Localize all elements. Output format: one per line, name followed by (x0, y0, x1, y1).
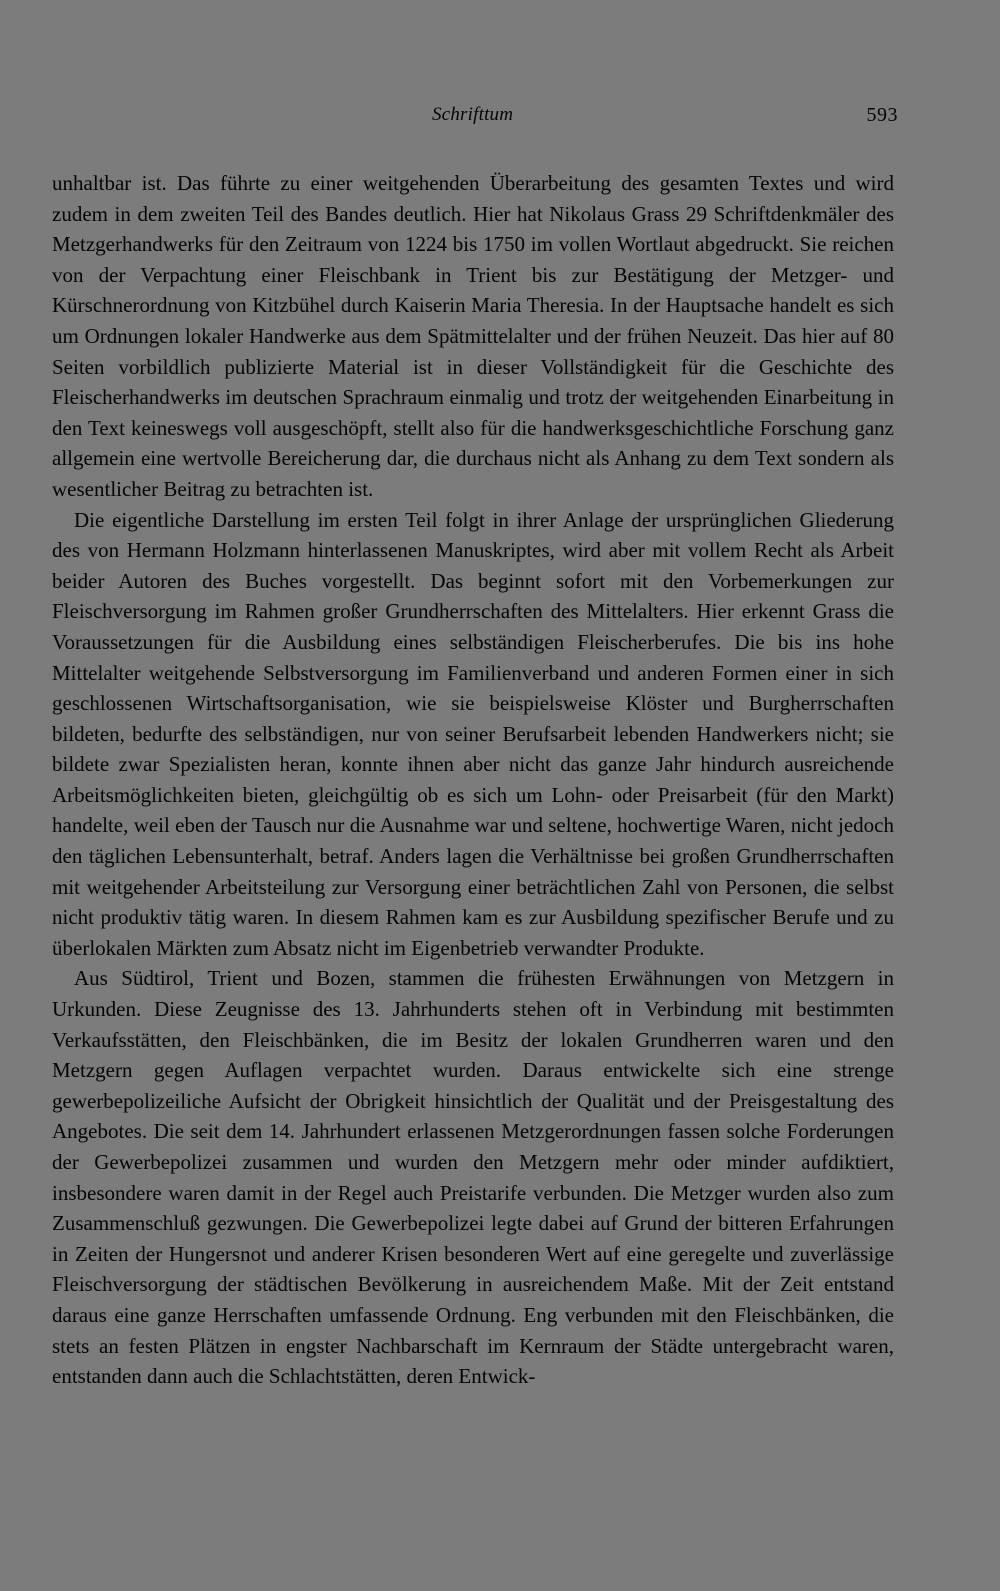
page-number: 593 (866, 104, 898, 126)
paragraph-3: Aus Südtirol, Trient und Bozen, stammen die frühesten Erwähnungen von Metzgern in Urkunden. Diese Zeugnisse des 13. Jahrhunderts stehen oft in Verbindung mit bestimmten Verkaufsstätten, den Fleischbänken, die im Besitz der lokalen Grundherren waren und den Metzgern gegen Auflagen verpachtet wurden. Daraus entwickelte sich eine strenge gewerbepolizeiliche Aufsicht der Obrigkeit hinsichtlich der Qualität und der Preisgestaltung des Angebotes. Die seit dem 14. Jahrhundert erlassenen Metzgerordnungen fassen solche Forderungen der Gewerbepolizei zusammen und wurden den Metzgern mehr oder minder aufdiktiert, insbesondere waren damit in der Regel auch Preistarife verbunden. Die Metzger wurden also zum Zusammenschluß gezwungen. Die Gewerbepolizei legte dabei auf Grund der bitteren Erfahrungen in Zeiten der Hungersnot und anderer Krisen besonderen Wert auf eine geregelte und zuverlässige Fleischversorgung der städtischen Bevölkerung in ausreichendem Maße. Mit der Zeit entstand daraus eine ganze Herrschaften umfassende Ordnung. Eng verbunden mit den Fleischbänken, die stets an festen Plätzen in engster Nachbarschaft im Kernraum der Städte untergebracht waren, entstanden dann auch die Schlachtstätten, deren Entwick- (52, 966, 894, 1389)
paragraph-2: Die eigentliche Darstellung im ersten Teil folgt in ihrer Anlage der ursprünglichen Gliederung des von Hermann Holzmann hinterlassenen Manuskriptes, wird aber mit vollem Recht als Arbeit beider Autoren des Buches vorgestellt. Das beginnt sofort mit den Vorbemerkungen zur Fleischversorgung im Rahmen großer Grundherrschaften des Mittelalters. Hier erkennt Grass die Voraussetzungen für die Ausbildung eines selbständigen Fleischerberufes. Die bis ins hohe Mittelalter weitgehende Selbstversorgung im Familienverband und anderen Formen einer in sich geschlossenen Wirtschaftsorganisation, wie sie beispielsweise Klöster und Burgherrschaften bildeten, bedurfte des selbständigen, nur von seiner Berufsarbeit lebenden Handwerkers nicht; sie bildete zwar Spezialisten heran, konnte ihnen aber nicht das ganze Jahr hindurch ausreichende Arbeitsmöglichkeiten bieten, gleichgültig ob es sich um Lohn- oder Preisarbeit (für den Markt) handelte, weil eben der Tausch nur die Ausnahme war und seltene, hochwertige Waren, nicht jedoch den täglichen Lebensunterhalt, betraf. Anders lagen die Verhältnisse bei großen Grundherrschaften mit weitgehender Arbeitsteilung zur Versorgung einer beträchtlichen Zahl von Personen, die selbst nicht produktiv tätig waren. In diesem Rahmen kam es zur Ausbildung spezifischer Berufe und zu überlokalen Märkten zum Absatz nicht im Eigenbetrieb verwandter Produkte. (52, 507, 894, 960)
paragraph-1: unhaltbar ist. Das führte zu einer weitgehenden Überarbeitung des gesamten Textes und wird zudem in dem zweiten Teil des Bandes deutlich. Hier hat Nikolaus Grass 29 Schriftdenkmäler des Metzgerhandwerks für den Zeitraum von 1224 bis 1750 im vollen Wortlaut abgedruckt. Sie reichen von der Verpachtung einer Fleischbank in Trient bis zur Bestätigung der Metzger- und Kürschnerordnung von Kitzbühel durch Kaiserin Maria Theresia. In der Hauptsache handelt es sich um Ordnungen lokaler Handwerke aus dem Spätmittelalter und der frühen Neuzeit. Das hier auf 80 Seiten vorbildlich publizierte Material ist in dieser Vollständigkeit für die Geschichte des Fleischerhandwerks im deutschen Sprachraum einmalig und trotz der weitgehenden Einarbeitung in den Text keineswegs voll ausgeschöpft, stellt also für die handwerksgeschichtliche Forschung ganz allgemein eine wertvolle Bereicherung dar, die durchaus nicht als Anhang zu dem Text sondern als wesentlicher Beitrag zu betrachten ist. (52, 171, 894, 501)
body-text (52, 168, 894, 1392)
running-title: Schrifttum (432, 104, 514, 125)
